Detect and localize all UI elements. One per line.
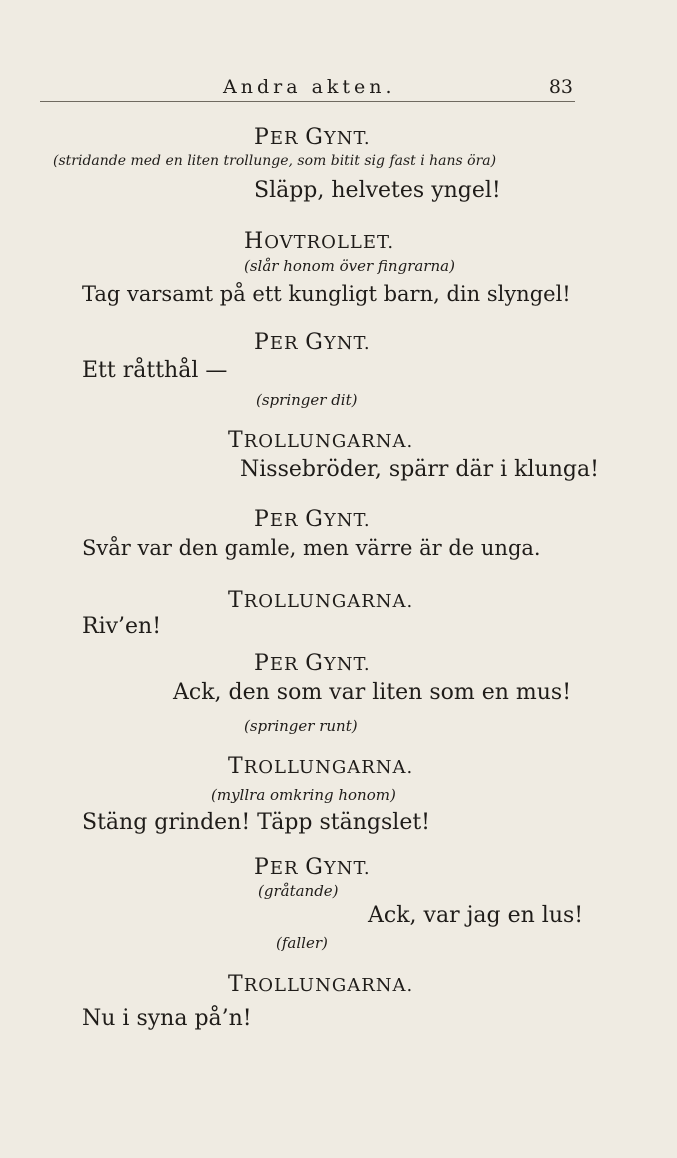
speaker-trollungarna: TROLLUNGARNA.: [228, 754, 414, 779]
speaker-per-gynt: PER GYNT.: [254, 330, 371, 355]
verse-line: Stäng grinden! Täpp stängslet!: [82, 810, 431, 835]
verse-line: Släpp, helvetes yngel!: [254, 178, 501, 203]
stage-direction: (stridande med en liten trollunge, som bitit sig fast i hans öra): [53, 153, 497, 169]
stage-direction: (faller): [276, 934, 328, 952]
speaker-per-gynt: PER GYNT.: [254, 651, 371, 676]
verse-line: Riv’en!: [82, 614, 162, 639]
page-number: 83: [548, 76, 573, 98]
speaker-trollungarna: TROLLUNGARNA.: [228, 428, 414, 453]
stage-direction: (springer dit): [256, 391, 358, 409]
verse-line: Ett råtthål —: [82, 358, 228, 383]
speaker-per-gynt: PER GYNT.: [254, 507, 371, 532]
header-rule: [40, 101, 575, 102]
page-header: [40, 72, 575, 102]
speaker-per-gynt: PER GYNT.: [254, 855, 371, 880]
verse-line: Nissebröder, spärr där i klunga!: [240, 457, 599, 482]
verse-line: Svår var den gamle, men värre är de unga.: [82, 536, 541, 560]
speaker-hovtrollet: HOVTROLLET.: [244, 229, 395, 254]
verse-line: Ack, den som var liten som en mus!: [173, 680, 572, 705]
stage-direction: (slår honom över fingrarna): [244, 257, 455, 275]
running-title: Andra akten.: [223, 76, 396, 98]
stage-direction: (gråtande): [258, 882, 339, 900]
speaker-trollungarna: TROLLUNGARNA.: [228, 588, 414, 613]
speaker-per-gynt: PER GYNT.: [254, 125, 371, 150]
verse-line: Nu i syna på’n!: [82, 1006, 252, 1031]
speaker-trollungarna: TROLLUNGARNA.: [228, 972, 414, 997]
verse-line: Tag varsamt på ett kungligt barn, din slyngel!: [82, 282, 571, 306]
stage-direction: (myllra omkring honom): [211, 786, 396, 804]
stage-direction: (springer runt): [244, 717, 358, 735]
verse-line: Ack, var jag en lus!: [368, 903, 584, 928]
